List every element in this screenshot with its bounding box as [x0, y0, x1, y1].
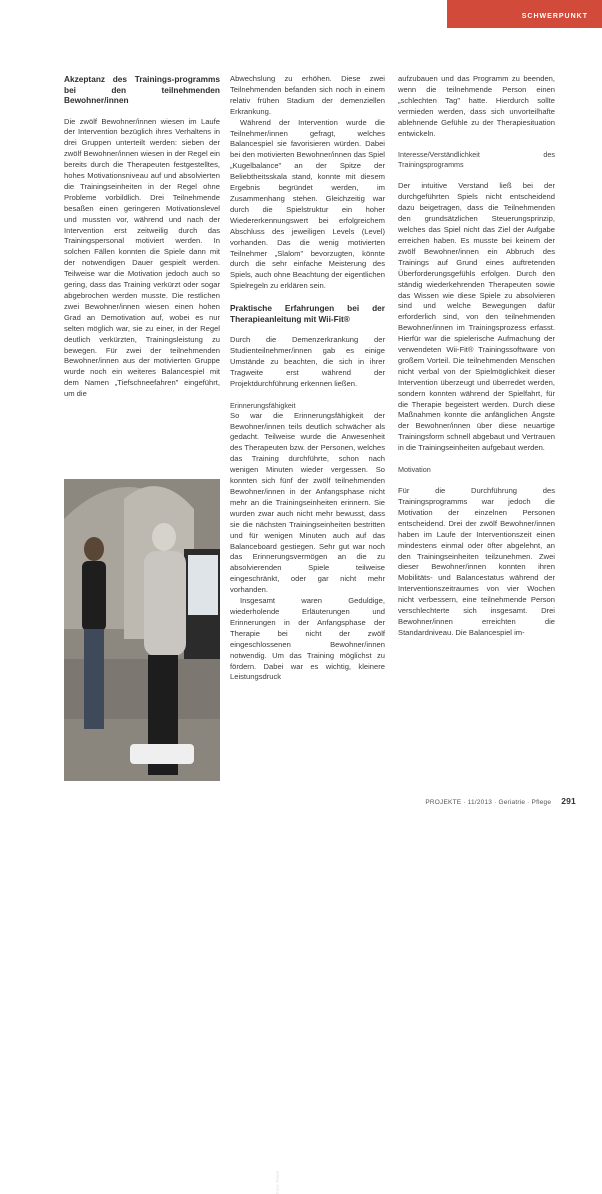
photo-credit: Foto: Privat	[275, 1170, 280, 1194]
column-3	[398, 74, 555, 639]
page-number: 291	[561, 796, 576, 806]
paragraph: Während der Intervention wurde die Teilnehmer/innen gefragt, welches Balancespiel sie favorisieren würden. Dabei bei den motivierten Bewohner/innen das Spiel „Kugelbalance" an der Spitze der Beliebtheitsskala stand, konnte mit diesem Ergebnis begründet werden, im Zusammenhang stehen. Gleichzeitig war durch die Spielstruktur ein hoher Wiedererkennungswert bei erfolgreichem Abschluss des jeweiligen Levels (Level) vorhanden. Das die wenig motivierten Teilnehmer „Slalom" bevorzugten, könnte durch die sehr einfache Meisterung des Spiels, auch ohne Beachtung der eigentlichen Spielregeln zu erklären sein.	[230, 117, 385, 291]
paragraph: Die zwölf Bewohner/innen wiesen im Laufe der Intervention bezüglich ihres Verhaltens in drei Gruppen unterteilt werden: sieben der zwölf Bewohner/innen wiesen in der Regel ein bereits durch die Therapeuten festgestelltes, hohes Motivationsniveau auf und absolvierten die Trainingseinheiten in der Regel ohne Probleme vorbildlich. Drei Teilnehmende besaßen einen geringeren Motivationslevel und mussten vor, während und nach der Intervention erst zeitweilig durch das Trainingspersonal motiviert werden. In solchen Fällen konnten die Spiele dann mit der notwendigen Dauer gespielt werden. Teilweise war die Motivation jedoch auch so gering, dass das Training verkürzt oder sogar abgebrochen werden musste. Die restlichen zwei Bewohner/innen wiesen einen hohen Grad an Demotivation auf, wobei es nur selten möglich war, sie zu einer, in der Regel deutlich verkürzten, Trainingsleistung zu bewegen. Für zwei der teilnehmenden Bewohner/innen aus der motivierten Gruppe wurde noch ein weiteres Balancespiel mit dem Namen „Tiefschneefahren" eingeführt, um die	[64, 116, 220, 399]
page-footer	[425, 796, 576, 806]
section-label: SCHWERPUNKT	[521, 13, 588, 20]
paragraph: Für die Durchführung des Trainingsprogramms war jedoch die Motivation der einzelnen Personen entscheidend. Drei der zwölf Bewohner/innen haben im Laufe der Interventionszeit einen mindestens einmal oder öfter abgelehnt, an den Trainingseinheiten teilzunehmen. Zwei dieser Bewohner/innen konnten ihren Mobilitäts- und Balancestatus während der Interventionszeitraumes von vier Wochen nicht verbessern, eine teilnehmende Person verschlechterte sich insgesamt. Drei Bewohner/innen erreichten die Standardniveau. Die Balancespiel im-	[398, 486, 555, 637]
subheading: Motivation	[398, 465, 431, 475]
column-2	[230, 74, 385, 683]
paragraph: Durch die Demenzerkrankung der Studienteilnehmer/innen gab es einige Umstände zu beachten, die sich in ihrer Tragweite erst während der Projektdurchführung erkennen ließen.	[230, 335, 385, 388]
photo-scene-icon	[64, 479, 220, 781]
paragraph: Abwechslung zu erhöhen. Diese zwei Teilnehmenden befanden sich noch in einem relativ frühen Stadium der demenziellen Erkrankung.	[230, 74, 385, 116]
subheading: Interesse/Verständlichkeit des Trainingsprogramms	[398, 150, 555, 170]
footer-source: PROJEKTE · 11/2013 · Geriatrie · Pflege	[425, 799, 552, 806]
article-photo	[64, 479, 280, 1194]
section-heading: Akzeptanz des Trainings-programms bei den teilnehmenden Bewohner/innen	[64, 74, 220, 105]
subheading: Erinnerungsfähigkeit	[230, 400, 296, 410]
paragraph: aufzubauen und das Programm zu beenden, wenn die teilnehmende Person einen „schlechten Tag" hatte. Hierdurch sollte vermieden werden, dass sich unvorteilhafte ablehnende Gefühle zu der Therapiesituation entwickeln.	[398, 74, 555, 138]
section-banner	[447, 0, 602, 28]
paragraph: Der intuitive Verstand ließ bei der durchgeführten Spiels nicht entscheidend dazu beigetragen, dass die Teilnehmenden den grundsätzlichen Steuerungsprinzip, welches das Spiel nicht das Ziel der Aufgabe erreichen haben. Es musste bei keinem der zwölf Bewohner/innen ein Abbruch des Trainings auf Grund eines auftretenden Überforderungsgefühls erfolgen. Durch den ständig wiederkehrenden Therapeuten sowie das Wissen wie diese Spiele zu absolvieren sind und welche Bewegungen dafür erforderlich sind, von den teilnehmenden Bewohner/innen im Trainingsprozess erfasst. Hierfür war die spielerische Aufmachung der verwendeten Wii-Fit® Trainingssoftware von großem Vorteil. Die teilnehmenden Menschen nicht verbal von der Spielmöglichkeit dieser Intervention überzeugt und überredet werden, sondern konnten während der Spielfahrt, für die Therapie begeistert werden. Durch diese Maßnahmen konnte die anfänglichen Ängste der Bewohner/innen über diese neuartige Trainingsform schnell abgebaut und Vertrauen in die Trainingseinheiten aufgebaut werden.	[398, 181, 555, 453]
column-1	[64, 74, 220, 400]
section-heading: Praktische Erfahrungen bei der Therapieanleitung mit Wii-Fit®	[230, 303, 385, 324]
paragraph: Insgesamt waren Geduldige, wiederholende Erläuterungen und Erinnerungen in der Anfangsphase der Therapie bei nicht der zwölf eingeschlossenen Bewohner/innen notwendig. Um das Training möglichst zu fördern. Dabei war es wichtig, kleinere Leistungsdruck	[230, 596, 385, 682]
paragraph: So war die Erinnerungsfähigkeit der Bewohner/innen teils deutlich schwächer als gedacht. Teilweise wurde die Anwesenheit des Therapeuten bzw. der Personen, welches das Training durchführte, schon nach wenigen Minuten wieder vergessen. So konnten sich fünf der zwölf teilnehmenden Bewohner/innen in der Anfangsphase nicht mehr an die Trainingseinheiten erinnern. Sie wurden zwar auch nicht mehr bewusst, dass sie die nächsten Trainingseinheiten bestritten und für wenigen Minuten auch auf das Balanceboard gestiegen. Sehr gut war noch das Erinnerungsvermögen an die zu absolvierenden Spiele teilweise eingeschränkt, oder gar nicht mehr vorhanden.	[230, 410, 385, 595]
